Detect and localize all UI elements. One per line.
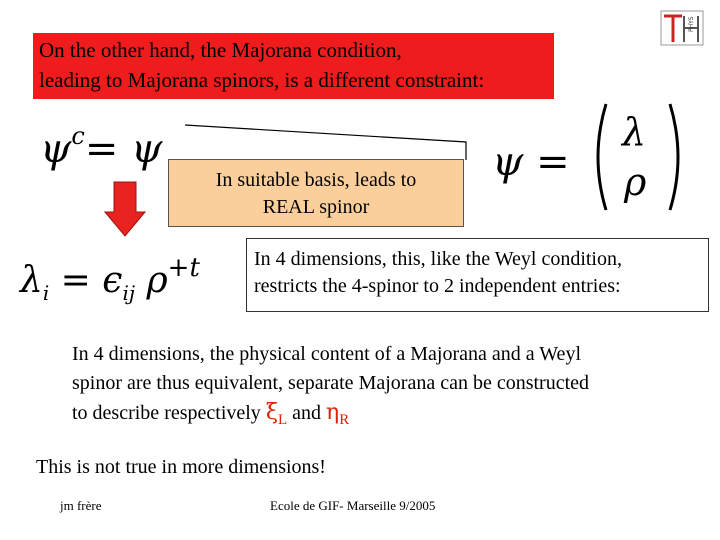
- spinor-lhs: ψ =: [492, 139, 570, 185]
- rho-symbol: ρ: [135, 260, 168, 301]
- lambda-index: i: [42, 281, 50, 306]
- equation-rhs: = ψ: [84, 126, 163, 172]
- four-dimensions-line2: restricts the 4-spinor to 2 independent entries:: [254, 275, 621, 297]
- paragraph-line1: In 4 dimensions, the physical content of a Majorana and a Weyl: [72, 343, 581, 365]
- paragraph-line2: spinor are thus equivalent, separate Majorana can be constructed: [72, 372, 590, 394]
- paragraph-line3: [72, 398, 589, 435]
- higher-dimensions-statement: This is not true in more dimensions!: [36, 456, 326, 478]
- rho-superscript: +t: [167, 253, 200, 283]
- spinor-top-entry: λ: [622, 110, 647, 154]
- xi-subscript: L: [277, 412, 288, 428]
- four-dimensions-callout: [246, 238, 709, 312]
- real-spinor-callout: [168, 159, 464, 227]
- xi-symbol: ξ: [265, 400, 278, 425]
- charge-conjugate-sup: c: [71, 122, 85, 150]
- eta-subscript: R: [339, 412, 350, 428]
- footer-author: jm frère: [60, 498, 102, 513]
- paragraph-line3-prefix: to describe respectively: [72, 402, 266, 424]
- lambda-equation: [20, 246, 200, 315]
- lambda-symbol: λ: [20, 260, 43, 301]
- four-dimensions-line1: In 4 dimensions, this, like the Weyl condition,: [254, 248, 622, 270]
- majorana-callout-line1: On the other hand, the Majorana condition,: [39, 38, 402, 62]
- real-spinor-line2: REAL spinor: [262, 196, 370, 218]
- logo-subtext: PHYS: [688, 16, 695, 32]
- epsilon-indices: ij: [122, 281, 136, 306]
- down-arrow-icon: [104, 180, 146, 238]
- epsilon-symbol: = ϵ: [49, 260, 123, 301]
- psi-symbol: ψ: [40, 126, 72, 172]
- eta-symbol: η: [326, 400, 340, 425]
- footer-event: Ecole de GIF- Marseille 9/2005: [270, 498, 436, 513]
- majorana-callout-line2: leading to Majorana spinors, is a different constraint:: [39, 68, 485, 92]
- real-spinor-line1: In suitable basis, leads to: [215, 169, 417, 191]
- equivalence-paragraph: [72, 340, 589, 435]
- spinor-bottom-entry: ρ: [624, 160, 647, 204]
- spinor-definition-equation: [492, 138, 570, 186]
- and-word: and: [287, 402, 326, 424]
